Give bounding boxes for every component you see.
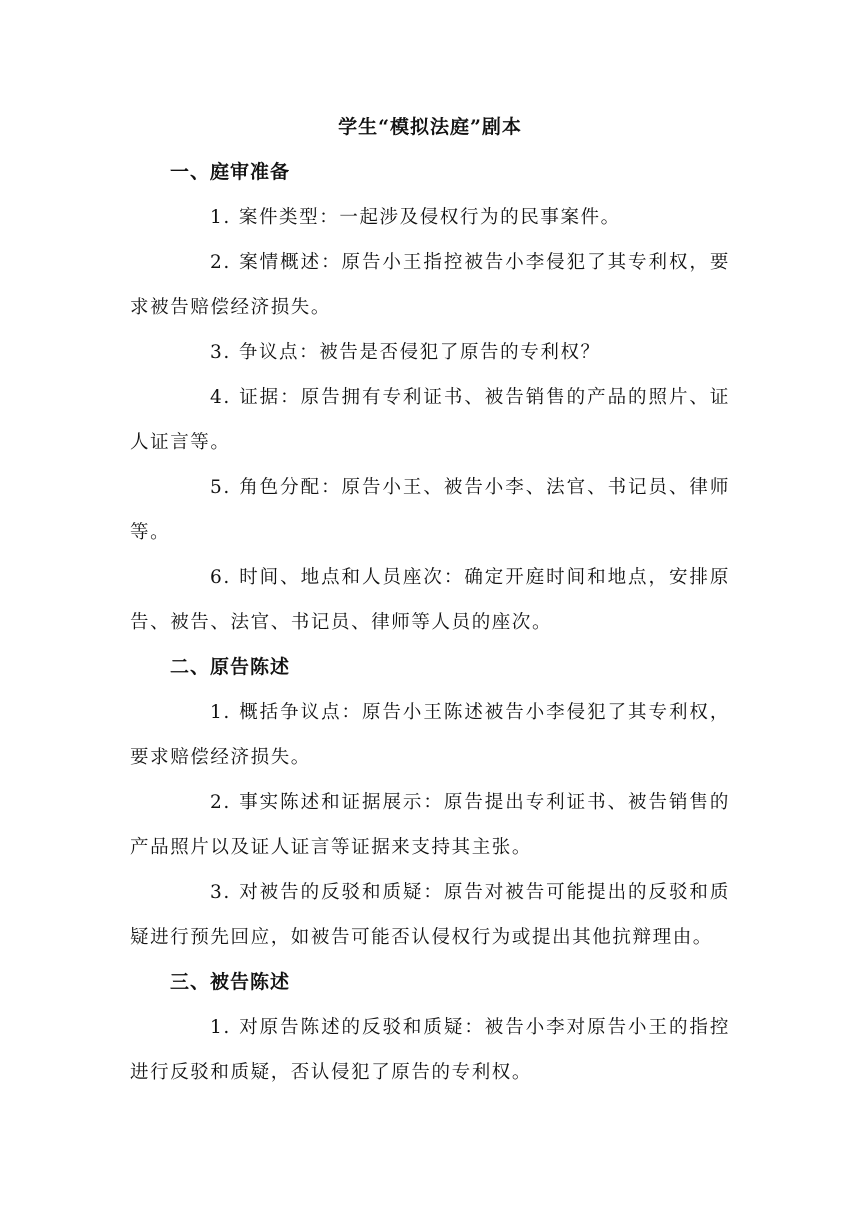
item-text: 对被告的反驳和质疑：原告对被告可能提出的反驳和质疑进行预先回应，如被告可能否认侵权行为或提出其他抗辩理由。	[130, 882, 730, 948]
paragraph-2-3	[130, 870, 730, 960]
item-number: 4.	[210, 387, 231, 408]
item-number: 2.	[210, 792, 231, 813]
item-number: 3.	[210, 342, 231, 363]
paragraph-2-1	[130, 690, 730, 780]
item-text: 对原告陈述的反驳和质疑：被告小李对原告小王的指控进行反驳和质疑，否认侵犯了原告的专利权。	[130, 1017, 730, 1083]
document-title: 学生“模拟法庭”剧本	[338, 116, 522, 138]
section-heading-1: 一、庭审准备	[170, 161, 291, 183]
item-text: 时间、地点和人员座次：确定开庭时间和地点，安排原告、被告、法官、书记员、律师等人员的座次。	[130, 567, 730, 633]
item-text: 争议点：被告是否侵犯了原告的专利权？	[238, 342, 601, 363]
section-heading-2: 二、原告陈述	[170, 656, 291, 678]
item-text: 案件类型：一起涉及侵权行为的民事案件。	[238, 207, 621, 228]
document-page	[130, 105, 730, 1095]
item-text: 事实陈述和证据展示：原告提出专利证书、被告销售的产品照片以及证人证言等证据来支持其主张。	[130, 792, 730, 858]
item-text: 概括争议点：原告小王陈述被告小李侵犯了其专利权，要求赔偿经济损失。	[130, 702, 730, 768]
item-number: 5.	[210, 477, 231, 498]
paragraph-2-2	[130, 780, 730, 870]
item-number: 3.	[210, 882, 231, 903]
paragraph-3-1	[130, 1005, 730, 1095]
item-number: 2.	[210, 252, 231, 273]
item-text: 角色分配：原告小王、被告小李、法官、书记员、律师等。	[130, 477, 730, 543]
paragraph-1-3	[130, 330, 730, 375]
paragraph-1-5	[130, 465, 730, 555]
paragraph-1-1	[130, 195, 730, 240]
item-number: 1.	[210, 702, 231, 723]
paragraph-1-6	[130, 555, 730, 645]
item-number: 1.	[210, 207, 231, 228]
paragraph-1-4	[130, 375, 730, 465]
item-number: 6.	[210, 567, 231, 588]
item-number: 1.	[210, 1017, 231, 1038]
item-text: 证据：原告拥有专利证书、被告销售的产品的照片、证人证言等。	[130, 387, 730, 453]
section-heading-3: 三、被告陈述	[170, 971, 291, 993]
paragraph-1-2	[130, 240, 730, 330]
item-text: 案情概述：原告小王指控被告小李侵犯了其专利权，要求被告赔偿经济损失。	[130, 252, 730, 318]
